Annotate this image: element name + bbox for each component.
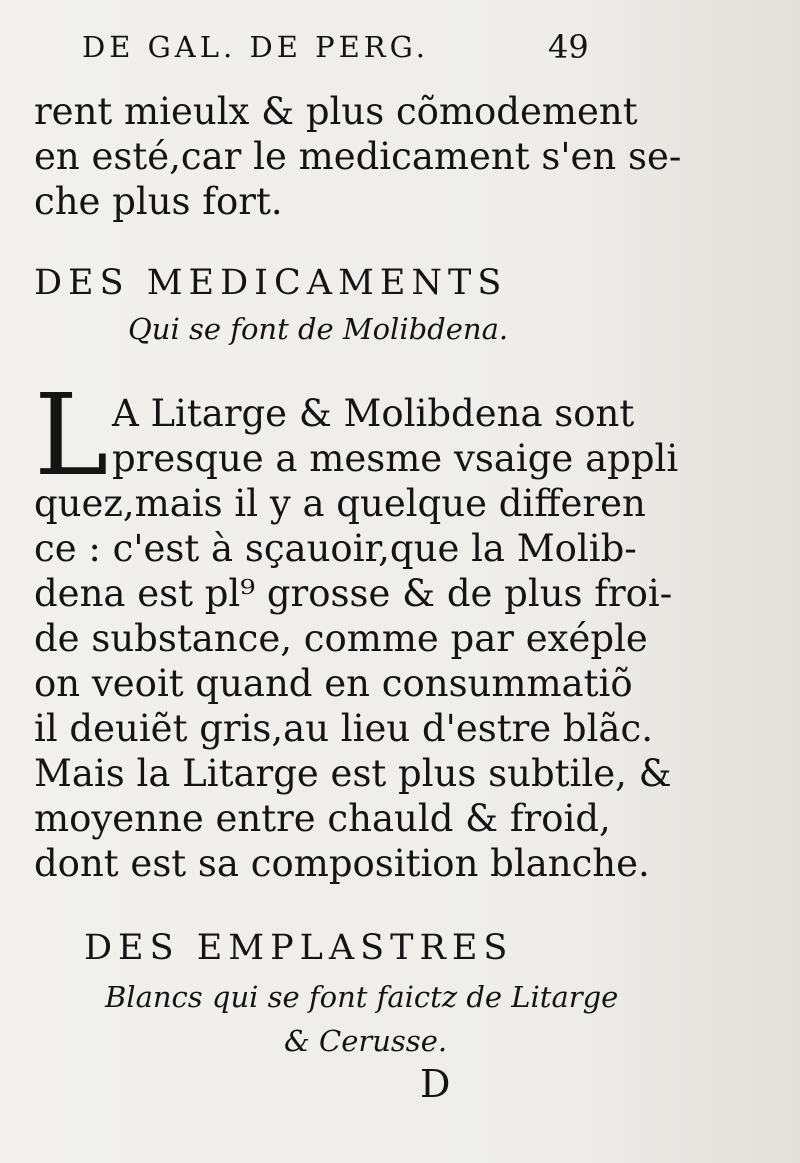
text-line: Mais la Litarge est plus subtile, & (34, 752, 672, 795)
text-line: presque a mesme vsaige appli (112, 437, 679, 480)
text-line: A Litarge & Molibdena sont (112, 392, 635, 435)
text-line: on veoit quand en consummatiõ (34, 662, 633, 705)
text-line: en esté,car le medicament s'en se- (34, 135, 682, 178)
text-line: rent mieulx & plus cõmodement (34, 90, 638, 133)
section-subheading: & Cerusse. (284, 1024, 448, 1058)
signature-mark: D (420, 1062, 451, 1106)
section-subheading: Blancs qui se font faictz de Litarge (105, 980, 619, 1014)
text-line: che plus fort. (34, 180, 283, 223)
text-line: dena est pl⁹ grosse & de plus froi- (34, 572, 673, 615)
page-number: 49 (548, 28, 589, 66)
section-heading: DES MEDICAMENTS (34, 263, 508, 303)
drop-cap: L (34, 371, 109, 501)
text-line: de substance, comme par exéple (34, 617, 648, 660)
text-line: quez,mais il y a quelque differen (34, 482, 646, 525)
running-head: DE GAL. DE PERG. (82, 30, 429, 64)
text-line: dont est sa composition blanche. (34, 842, 650, 885)
text-line: moyenne entre chauld & froid, (34, 797, 611, 840)
section-heading: DES EMPLASTRES (84, 928, 514, 968)
text-line: il deuiẽt gris,au lieu d'estre blãc. (34, 707, 653, 750)
text-line: ce : c'est à sçauoir,que la Molib- (34, 527, 637, 570)
section-subheading: Qui se font de Molibdena. (128, 312, 509, 346)
